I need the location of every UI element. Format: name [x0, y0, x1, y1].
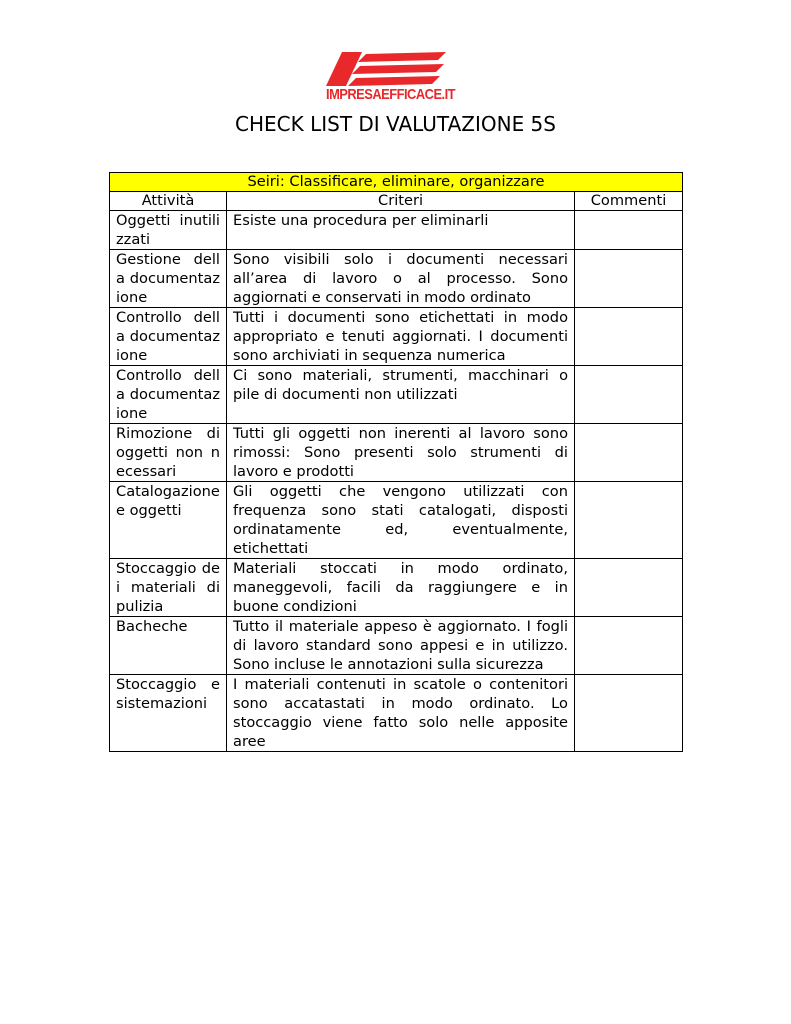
logo-text: IMPRESAEFFICACE.IT: [326, 86, 456, 103]
table-row: [110, 424, 683, 482]
table-row: [110, 675, 683, 752]
column-header-comments: Commenti: [575, 192, 683, 211]
activity-cell: Bacheche: [110, 617, 227, 675]
comments-cell[interactable]: [575, 482, 683, 559]
criteria-cell: Tutto il materiale appeso è aggiornato. I fogli di lavoro standard sono appesi e in utilizzo. Sono incluse le annotazioni sulla sicurezza: [227, 617, 575, 675]
page-title: CHECK LIST DI VALUTAZIONE 5S: [235, 112, 556, 136]
checklist-table: [109, 172, 683, 752]
column-header-row: [110, 192, 683, 211]
brand-logo: [326, 50, 456, 110]
criteria-cell: Esiste una procedura per eliminarli: [227, 211, 575, 250]
table-row: [110, 559, 683, 617]
comments-cell[interactable]: [575, 366, 683, 424]
criteria-cell: Sono visibili solo i documenti necessari all’area di lavoro o al processo. Sono aggiornati e conservati in modo ordinato: [227, 250, 575, 308]
activity-cell: Controllo della documentazione: [110, 308, 227, 366]
criteria-cell: Tutti i documenti sono etichettati in modo appropriato e tenuti aggiornati. I documenti sono archiviati in sequenza numerica: [227, 308, 575, 366]
activity-cell: Oggetti inutilizzati: [110, 211, 227, 250]
column-header-criteria: Criteri: [227, 192, 575, 211]
table-row: [110, 617, 683, 675]
table-row: [110, 308, 683, 366]
section-header-row: [110, 173, 683, 192]
section-heading: Seiri: Classificare, eliminare, organizzare: [110, 173, 683, 192]
comments-cell[interactable]: [575, 308, 683, 366]
comments-cell[interactable]: [575, 424, 683, 482]
criteria-cell: I materiali contenuti in scatole o contenitori sono accatastati in modo ordinato. Lo stoccaggio viene fatto solo nelle apposite aree: [227, 675, 575, 752]
comments-cell[interactable]: [575, 559, 683, 617]
table-row: [110, 211, 683, 250]
activity-cell: Stoccaggio e sistemazioni: [110, 675, 227, 752]
table-row: [110, 482, 683, 559]
comments-cell[interactable]: [575, 250, 683, 308]
activity-cell: Controllo della documentazione: [110, 366, 227, 424]
activity-cell: Gestione della documentazione: [110, 250, 227, 308]
comments-cell[interactable]: [575, 617, 683, 675]
criteria-cell: Gli oggetti che vengono utilizzati con frequenza sono stati catalogati, disposti ordinatamente ed, eventualmente, etichettati: [227, 482, 575, 559]
activity-cell: Stoccaggio dei materiali di pulizia: [110, 559, 227, 617]
criteria-cell: Materiali stoccati in modo ordinato, maneggevoli, facili da raggiungere e in buone condizioni: [227, 559, 575, 617]
comments-cell[interactable]: [575, 675, 683, 752]
logo-mark-icon: [326, 50, 448, 88]
table-row: [110, 366, 683, 424]
criteria-cell: Tutti gli oggetti non inerenti al lavoro sono rimossi: Sono presenti solo strumenti di lavoro e prodotti: [227, 424, 575, 482]
activity-cell: Rimozione di oggetti non necessari: [110, 424, 227, 482]
table-row: [110, 250, 683, 308]
activity-cell: Catalogazione e oggetti: [110, 482, 227, 559]
comments-cell[interactable]: [575, 211, 683, 250]
criteria-cell: Ci sono materiali, strumenti, macchinari o pile di documenti non utilizzati: [227, 366, 575, 424]
column-header-activity: Attività: [110, 192, 227, 211]
